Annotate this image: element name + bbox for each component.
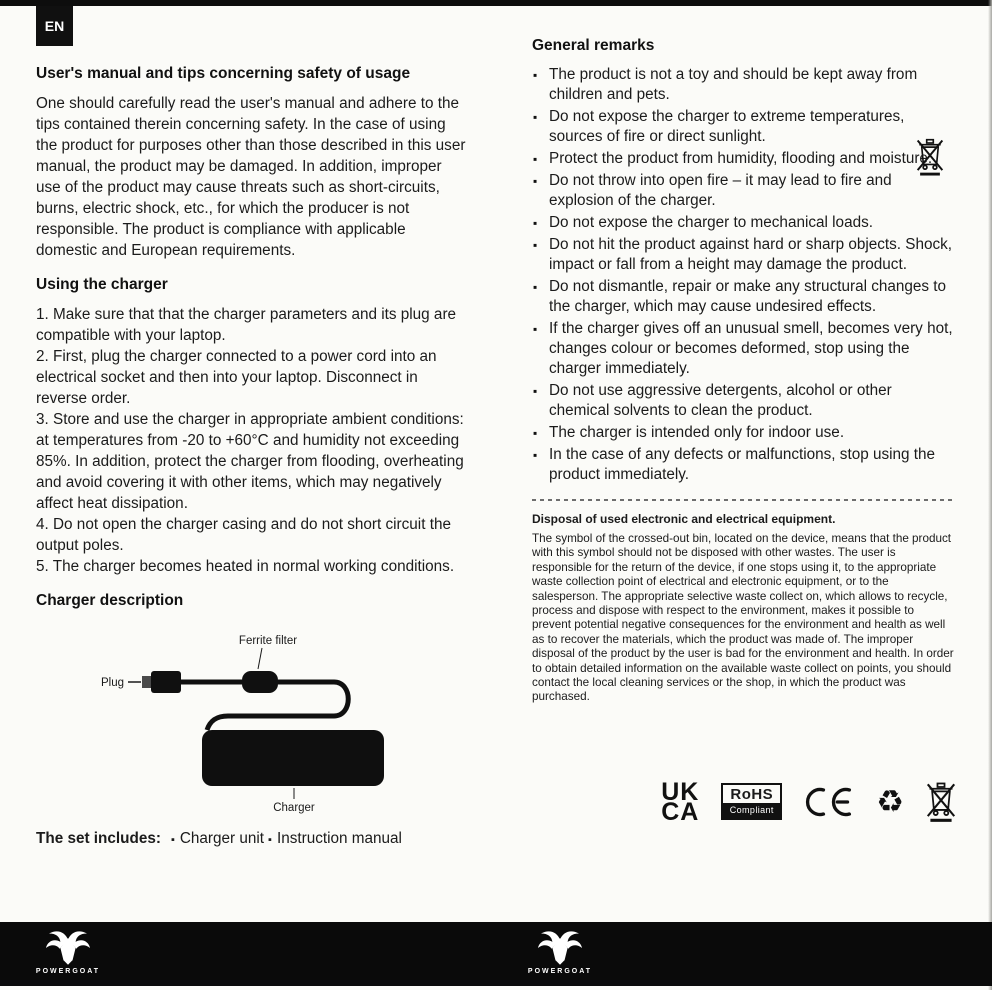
set-includes-label: The set includes: <box>36 830 161 847</box>
remark-item: ▪ Do not throw into open fire – it may lead to fire and explosion of the charger. <box>532 171 956 211</box>
charger-diagram-illustration <box>36 620 466 815</box>
weee-bin-icon <box>926 781 956 823</box>
rohs-mark <box>721 783 782 820</box>
set-item: Instruction manual <box>276 830 402 847</box>
right-column <box>532 36 956 826</box>
brand-logo <box>518 929 602 975</box>
plug-icon <box>142 671 181 693</box>
charger-body-icon <box>202 730 384 786</box>
weee-bin-icon <box>916 138 944 176</box>
ferrite-filter-icon <box>242 671 278 693</box>
usage-step: 5. The charger becomes heated in normal working conditions. <box>36 558 455 575</box>
remark-item: ▪ Do not expose the charger to mechanical loads. <box>532 213 956 233</box>
language-badge: EN <box>36 6 73 46</box>
disposal-paragraph: The symbol of the crossed-out bin, located on the device, means that the product with this symbol should not be disposed with other wastes. The user is responsible for the return of the device, if one stops using it, to the appropriate waste collection point of electrical and electronic equipment, or to the salesperson. The appropriate selective waste collect on, which allows to recycle, process and dispose with respect to the environment, makes it possible to prevent potential negative consequences for the environment and health as well as to recover the materials, which the product was made of. The improper disposal of the product by the user is bad for the environment and health. In order to obtain detailed information on the available waste collect on points, you should contact the local cleaning services or the shop, in which the product was purchased. <box>532 532 954 704</box>
using-charger-steps <box>36 304 468 577</box>
rohs-label: RoHS <box>730 786 774 804</box>
using-charger-heading: Using the charger <box>36 276 168 293</box>
brand-logo <box>26 929 110 975</box>
usage-step: 2. First, plug the charger connected to a power cord into an electrical socket and then into your laptop. Disconnect in reverse order. <box>36 348 437 407</box>
charger-diagram <box>36 620 468 820</box>
set-item: Charger unit <box>179 830 265 847</box>
square-bullet-icon: ▪ <box>268 834 272 846</box>
plug-label: Plug <box>100 677 124 689</box>
ukca-mark <box>661 777 700 826</box>
usage-step: 4. Do not open the charger casing and do not short circuit the output poles. <box>36 516 451 554</box>
set-includes-line <box>36 830 468 848</box>
disposal-heading: Disposal of used electronic and electrical equipment. <box>532 512 836 526</box>
usage-paragraph: One should carefully read the user's manual and adhere to the tips contained therein concerning safety. In the case of using the product for purposes other than those described in this user manual, the product may be damaged. In addition, improper use of the product may cause threats such as short-circuits, burns, electric shock, etc., for which the producer is not responsible. The product is compliance with applicable domestic and European requirements. <box>36 95 466 259</box>
charger-label: Charger <box>273 802 315 814</box>
remark-item: ▪ Do not expose the charger to extreme temperatures, sources of fire or direct sunlight. <box>532 107 956 147</box>
scan-top-edge <box>0 0 992 6</box>
remark-item: ▪ If the charger gives off an unusual smell, becomes very hot, changes colour or becomes deformed, stop using the charger immediately. <box>532 319 956 379</box>
goat-logo-icon <box>43 929 93 967</box>
ukca-line1: UK <box>661 777 700 806</box>
remark-item: ▪ Do not use aggressive detergents, alcohol or other chemical solvents to clean the product. <box>532 381 956 421</box>
ukca-line2: CA <box>661 797 700 826</box>
charger-description-heading: Charger description <box>36 592 184 609</box>
remark-item: ▪ Do not hit the product against hard or sharp objects. Shock, impact or fall from a height may damage the product. <box>532 235 956 275</box>
ferrite-filter-label: Ferrite filter <box>238 635 298 647</box>
remark-item: ▪ In the case of any defects or malfunctions, stop using the product immediately. <box>532 445 956 485</box>
cable-loop <box>207 682 348 730</box>
scan-right-edge <box>988 0 992 990</box>
ce-mark-icon <box>804 785 854 819</box>
footer-bar <box>0 922 992 986</box>
dashed-divider <box>532 499 956 501</box>
general-remarks-list <box>532 65 956 485</box>
general-remarks-heading: General remarks <box>532 37 655 54</box>
recycling-symbol-icon: ♻ <box>876 784 904 820</box>
goat-logo-icon <box>535 929 585 967</box>
remark-item: ▪ Do not dismantle, repair or make any structural changes to the charger, which may cause undesired effects. <box>532 277 956 317</box>
usage-heading: User's manual and tips concerning safety of usage <box>36 65 411 82</box>
left-column <box>36 64 468 848</box>
brand-name: POWERGOAT <box>35 968 101 975</box>
certification-logos <box>532 777 956 826</box>
rohs-compliant-label: Compliant <box>723 803 780 818</box>
square-bullet-icon: ▪ <box>170 834 175 846</box>
remark-item: ▪ The product is not a toy and should be kept away from children and pets. <box>532 65 956 105</box>
remark-item: ▪ Protect the product from humidity, flooding and moisture. <box>532 149 956 169</box>
usage-step: 1. Make sure that that the charger parameters and its plug are compatible with your laptop. <box>36 306 457 344</box>
brand-name: POWERGOAT <box>527 968 593 975</box>
remark-item: ▪ The charger is intended only for indoor use. <box>532 423 956 443</box>
usage-step: 3. Store and use the charger in appropriate ambient conditions: at temperatures from -20 to +60°C and humidity not exceeding 85%. In addition, protect the charger from flooding, overheating and avoid covering it with other items, which may negatively affect heat dissipation. <box>36 411 464 512</box>
